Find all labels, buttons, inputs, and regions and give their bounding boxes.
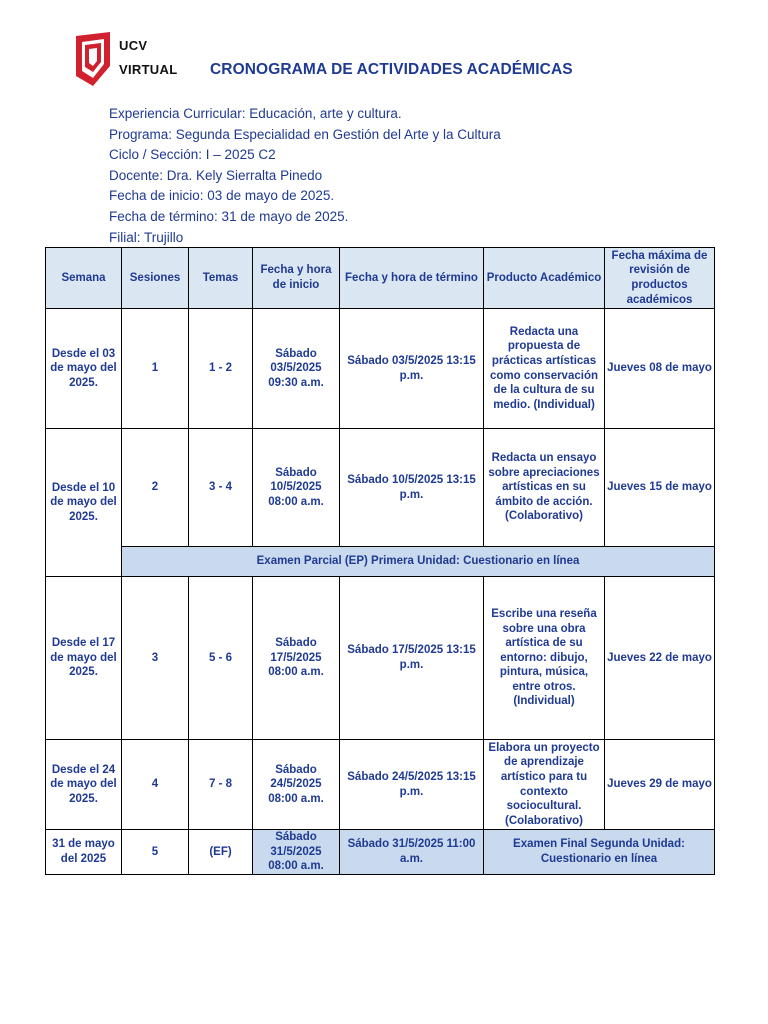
- info-ciclo: Ciclo / Sección: I – 2025 C2: [109, 147, 276, 163]
- cell-revision: Jueves 08 de mayo: [605, 309, 715, 429]
- cell-sesion: 4: [122, 740, 189, 830]
- cell-inicio: Sábado 10/5/2025 08:00 a.m.: [253, 429, 340, 547]
- cell-sesion: 5: [122, 830, 189, 875]
- cell-inicio: Sábado 17/5/2025 08:00 a.m.: [253, 577, 340, 740]
- cell-inicio: Sábado 24/5/2025 08:00 a.m.: [253, 740, 340, 830]
- cell-temas: 3 - 4: [189, 429, 253, 547]
- info-fecha-termino: Fecha de término: 31 de mayo de 2025.: [109, 208, 349, 224]
- header-inicio: Fecha y hora de inicio: [253, 248, 340, 309]
- exam-partial-row: [46, 547, 715, 577]
- cell-temas: (EF): [189, 830, 253, 875]
- logo-line-1: UCV: [119, 38, 148, 53]
- info-docente: Docente: Dra. Kely Sierralta Pinedo: [109, 167, 323, 183]
- cell-semana: Desde el 10 de mayo del 2025.: [46, 429, 122, 577]
- cell-semana: Desde el 17 de mayo del 2025.: [46, 577, 122, 740]
- ucv-virtual-logo: [74, 32, 184, 86]
- cell-termino: Sábado 17/5/2025 13:15 p.m.: [340, 577, 484, 740]
- header-termino: Fecha y hora de término: [340, 248, 484, 309]
- cell-temas: 7 - 8: [189, 740, 253, 830]
- cell-termino: Sábado 10/5/2025 13:15 p.m.: [340, 429, 484, 547]
- ucv-emblem-icon: [74, 32, 112, 86]
- cell-semana: Desde el 24 de mayo del 2025.: [46, 740, 122, 830]
- exam-final-cell: Examen Final Segunda Unidad: Cuestionario en línea: [484, 830, 715, 875]
- info-fecha-inicio: Fecha de inicio: 03 de mayo de 2025.: [109, 188, 335, 204]
- cell-semana: 31 de mayo del 2025: [46, 830, 122, 875]
- cell-producto: Escribe una reseña sobre una obra artística de su entorno: dibujo, pintura, música, entre otros. (Individual): [484, 577, 605, 740]
- header-temas: Temas: [189, 248, 253, 309]
- info-filial: Filial: Trujillo: [109, 229, 184, 245]
- info-programa: Programa: Segunda Especialidad en Gestión del Arte y la Cultura: [109, 126, 501, 142]
- cell-inicio: Sábado 03/5/2025 09:30 a.m.: [253, 309, 340, 429]
- page-title: CRONOGRAMA DE ACTIVIDADES ACADÉMICAS: [210, 61, 573, 78]
- final-exam-row: [46, 830, 715, 875]
- header-producto: Producto Académico: [484, 248, 605, 309]
- course-info: [109, 104, 501, 248]
- cell-sesion: 2: [122, 429, 189, 547]
- table-row: [46, 577, 715, 740]
- cell-producto: Elabora un proyecto de aprendizaje artístico para tu contexto sociocultural. (Colaborativo): [484, 740, 605, 830]
- cell-termino: Sábado 24/5/2025 13:15 p.m.: [340, 740, 484, 830]
- cell-termino: Sábado 03/5/2025 13:15 p.m.: [340, 309, 484, 429]
- cell-semana: Desde el 03 de mayo del 2025.: [46, 309, 122, 429]
- logo-line-2: VIRTUAL: [119, 62, 178, 77]
- cell-temas: 1 - 2: [189, 309, 253, 429]
- cell-revision: Jueves 29 de mayo: [605, 740, 715, 830]
- cell-sesion: 1: [122, 309, 189, 429]
- cell-termino: Sábado 31/5/2025 11:00 a.m.: [340, 830, 484, 875]
- header-sesiones: Sesiones: [122, 248, 189, 309]
- table-row: [46, 740, 715, 830]
- header-revision: Fecha máxima de revisión de productos académicos: [605, 248, 715, 309]
- cell-sesion: 3: [122, 577, 189, 740]
- cell-producto: Redacta una propuesta de prácticas artísticas como conservación de la cultura de su medio. (Individual): [484, 309, 605, 429]
- cell-producto: Redacta un ensayo sobre apreciaciones artísticas en su ámbito de acción. (Colaborativo): [484, 429, 605, 547]
- header-semana: Semana: [46, 248, 122, 309]
- table-header-row: [46, 248, 715, 309]
- schedule-table: [45, 247, 715, 875]
- cell-revision: Jueves 15 de mayo: [605, 429, 715, 547]
- cell-inicio: Sábado 31/5/2025 08:00 a.m.: [253, 830, 340, 875]
- cell-temas: 5 - 6: [189, 577, 253, 740]
- table-row: [46, 429, 715, 547]
- table-row: [46, 309, 715, 429]
- info-experiencia: Experiencia Curricular: Educación, arte y cultura.: [109, 106, 402, 121]
- cell-revision: Jueves 22 de mayo: [605, 577, 715, 740]
- exam-partial-cell: Examen Parcial (EP) Primera Unidad: Cuestionario en línea: [122, 547, 715, 577]
